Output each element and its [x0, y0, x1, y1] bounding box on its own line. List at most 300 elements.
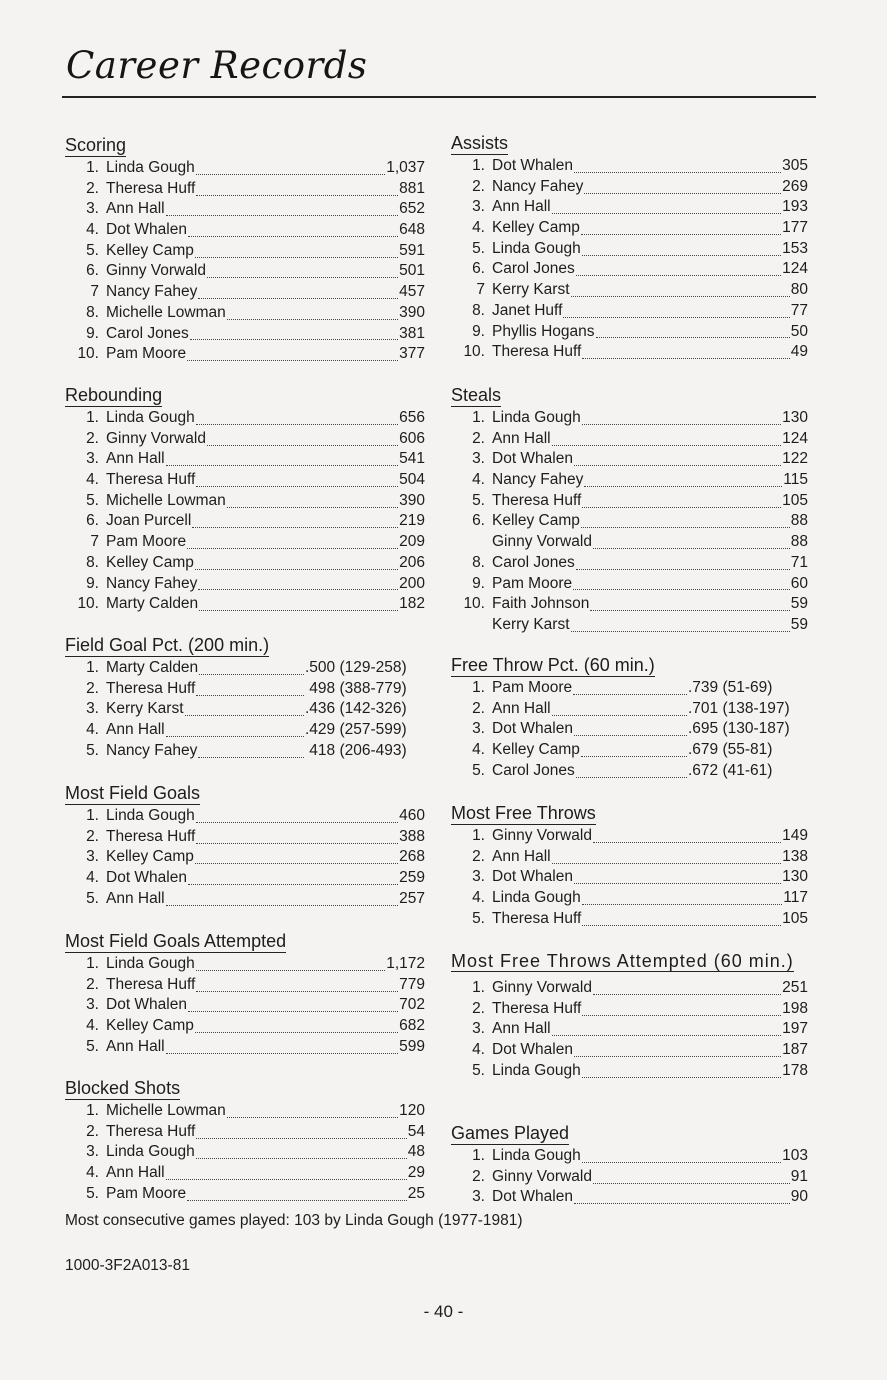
section-games-played — [451, 1122, 808, 1208]
record-rank: 4. — [86, 221, 99, 239]
record-row — [65, 827, 425, 848]
record-row — [65, 470, 425, 491]
record-value: 881 — [399, 179, 425, 197]
record-rank: 8. — [86, 553, 99, 571]
record-value: 702 — [399, 996, 425, 1014]
section-title-text: Most Free Throws Attempted (60 min.) — [451, 951, 794, 971]
record-rank: 5. — [86, 241, 99, 259]
record-value: .701 (138-197) — [688, 699, 790, 717]
record-rank: 5. — [472, 491, 485, 509]
record-rank: 2. — [472, 177, 485, 195]
record-player-name: Theresa Huff — [492, 999, 582, 1017]
record-row — [451, 1040, 808, 1061]
page-title: Career Records — [66, 44, 368, 87]
record-rank: 4. — [86, 1164, 99, 1182]
record-player-name: Kelley Camp — [106, 553, 194, 571]
record-rank: 4. — [86, 869, 99, 887]
record-value: 1,037 — [386, 159, 425, 176]
dot-leader — [227, 1103, 398, 1118]
record-list — [65, 1101, 425, 1204]
record-player-name: Dot Whalen — [492, 868, 573, 886]
record-rank: 9. — [472, 574, 485, 592]
record-player-name: Ginny Vorwald — [106, 262, 206, 280]
record-rank: 10. — [463, 595, 485, 613]
record-row — [451, 594, 808, 615]
dot-leader — [207, 431, 398, 446]
record-rank: 10. — [463, 343, 485, 361]
dot-leader — [187, 534, 398, 549]
record-value: 182 — [399, 595, 425, 613]
record-player-name: Linda Gough — [106, 955, 195, 972]
record-player-name: Marty Calden — [106, 595, 199, 613]
record-list — [65, 954, 425, 1057]
record-rank: 5. — [472, 909, 485, 927]
record-row — [65, 344, 425, 365]
record-player-name: Ann Hall — [106, 1037, 165, 1055]
record-rank: 4. — [472, 889, 485, 907]
consecutive-games-footnote: Most consecutive games played: 103 by Linda Gough (1977-1981) — [65, 1212, 523, 1229]
record-value: 177 — [782, 219, 808, 237]
record-rank: 3. — [86, 1143, 99, 1161]
dot-leader — [581, 513, 790, 528]
record-list — [65, 158, 425, 365]
record-row — [65, 658, 425, 679]
record-value: 388 — [399, 827, 425, 845]
record-rank: 1. — [86, 409, 99, 426]
record-value: 120 — [399, 1102, 425, 1119]
record-value: 115 — [783, 471, 808, 489]
section-most-field-goals — [65, 782, 425, 909]
record-player-name: Ann Hall — [106, 450, 165, 468]
record-player-name: Linda Gough — [492, 1147, 581, 1164]
record-player-name: Linda Gough — [106, 159, 195, 176]
dot-leader — [590, 596, 789, 611]
section-title: Games Played — [451, 1123, 570, 1143]
record-row — [65, 594, 425, 615]
dot-leader — [574, 869, 781, 884]
record-value: 305 — [782, 157, 808, 174]
record-row — [65, 889, 425, 910]
record-rank: 6. — [472, 260, 485, 278]
record-rank: 1. — [472, 679, 485, 696]
record-value: 198 — [782, 999, 808, 1017]
record-player-name: Michelle Lowman — [106, 303, 226, 321]
dot-leader — [574, 721, 687, 736]
record-row — [451, 177, 808, 198]
record-value: .500 (129-258) — [305, 659, 407, 676]
record-rank: 5. — [472, 761, 485, 779]
record-player-name: Dot Whalen — [106, 996, 187, 1014]
record-player-name: Ann Hall — [492, 1020, 551, 1038]
record-player-name: Nancy Fahey — [492, 471, 584, 489]
dot-leader — [576, 261, 781, 276]
record-rank: 5. — [86, 1037, 99, 1055]
record-value: 541 — [399, 450, 425, 468]
record-rank: 3. — [86, 996, 99, 1014]
record-row — [451, 699, 808, 720]
section-free-throw-pct-60-min — [451, 654, 808, 781]
dot-leader — [196, 808, 398, 823]
record-rank: 5. — [86, 889, 99, 907]
section-title — [451, 948, 808, 974]
record-player-name: Carol Jones — [492, 553, 575, 571]
section-title: Steals — [451, 385, 502, 405]
record-rank: 6. — [472, 512, 485, 530]
record-row — [65, 199, 425, 220]
record-value: 251 — [782, 979, 808, 996]
record-player-name: Ginny Vorwald — [492, 1167, 592, 1185]
record-row — [451, 511, 808, 532]
record-player-name: Carol Jones — [106, 324, 189, 342]
record-player-name: Ann Hall — [492, 429, 551, 447]
record-row — [451, 1019, 808, 1040]
dot-leader — [582, 1063, 781, 1078]
record-row — [451, 909, 808, 930]
record-row — [451, 740, 808, 761]
record-rank: 4. — [472, 1041, 485, 1059]
record-value: 269 — [782, 177, 808, 195]
record-player-name: Faith Johnson — [492, 595, 590, 613]
dot-leader — [571, 282, 790, 297]
record-rank: 3. — [86, 200, 99, 218]
record-rank: 9. — [472, 322, 485, 340]
record-row — [65, 574, 425, 595]
record-player-name: Nancy Fahey — [492, 177, 584, 195]
record-value: 49 — [790, 343, 808, 361]
record-row — [65, 303, 425, 324]
record-row — [451, 259, 808, 280]
record-value: 59 — [790, 595, 808, 613]
record-value: 460 — [399, 807, 425, 824]
record-rank: 5. — [86, 491, 99, 509]
record-rank: 4. — [472, 741, 485, 759]
record-row — [451, 826, 808, 847]
record-rank: 1. — [472, 409, 485, 426]
record-value: 381 — [399, 324, 425, 342]
record-player-name: Linda Gough — [492, 1061, 581, 1079]
dot-leader — [574, 1042, 781, 1057]
record-rank: 6. — [86, 512, 99, 530]
record-rank: 10. — [77, 595, 99, 613]
record-rank: 10. — [77, 345, 99, 363]
record-list — [451, 978, 808, 1081]
record-list — [65, 806, 425, 909]
section-field-goal-pct-200-min — [65, 634, 425, 761]
dot-leader — [196, 1144, 407, 1159]
dot-leader — [582, 911, 781, 926]
record-player-name: Theresa Huff — [492, 491, 582, 509]
record-row — [65, 699, 425, 720]
dot-leader — [198, 743, 304, 758]
record-player-name: Dot Whalen — [492, 720, 573, 738]
record-player-name: Ann Hall — [106, 721, 165, 739]
record-player-name: Nancy Fahey — [106, 741, 198, 759]
record-value: 187 — [782, 1041, 808, 1059]
record-value: 105 — [782, 909, 808, 927]
record-row — [451, 1146, 808, 1167]
record-player-name: Phyllis Hogans — [492, 322, 595, 340]
dot-leader — [593, 534, 790, 549]
dot-leader — [199, 660, 304, 675]
record-row — [451, 761, 808, 782]
record-rank: 2. — [86, 827, 99, 845]
section-rebounding — [65, 384, 425, 615]
record-player-name: Carol Jones — [492, 761, 575, 779]
dot-leader — [196, 181, 398, 196]
record-player-name: Joan Purcell — [106, 512, 192, 530]
dot-leader — [576, 763, 687, 778]
record-value: 130 — [782, 868, 808, 886]
record-player-name: Ginny Vorwald — [492, 827, 592, 844]
record-rank: 7 — [90, 533, 99, 551]
section-steals — [451, 384, 808, 636]
dot-leader — [593, 828, 781, 843]
record-player-name: Ann Hall — [492, 847, 551, 865]
record-player-name: Kerry Karst — [106, 700, 184, 718]
dot-leader — [166, 891, 399, 906]
record-rank: 3. — [472, 198, 485, 216]
dot-leader — [582, 241, 781, 256]
record-player-name: Ann Hall — [492, 699, 551, 717]
record-rank: 2. — [86, 1122, 99, 1140]
dot-leader — [198, 575, 398, 590]
dot-leader — [195, 1018, 398, 1033]
record-row — [65, 179, 425, 200]
dot-leader — [574, 158, 781, 173]
section-title: Assists — [451, 133, 509, 153]
record-rank: 1. — [472, 979, 485, 996]
record-value: 149 — [782, 827, 808, 844]
record-player-name: Theresa Huff — [106, 471, 196, 489]
record-player-name: Linda Gough — [492, 239, 581, 257]
record-rank: 4. — [86, 1017, 99, 1035]
record-row — [451, 218, 808, 239]
dot-leader — [581, 742, 687, 757]
dot-leader — [166, 201, 399, 216]
record-rank: 1. — [472, 827, 485, 844]
section-most-field-goals-attempted — [65, 930, 425, 1057]
record-value: 88 — [790, 533, 808, 551]
record-rank: 1. — [472, 157, 485, 174]
record-value: 591 — [399, 241, 425, 259]
record-player-name: Michelle Lowman — [106, 1102, 226, 1119]
dot-leader — [552, 431, 782, 446]
record-row — [65, 220, 425, 241]
title-rule — [62, 96, 816, 98]
record-value: .695 (130-187) — [688, 720, 790, 738]
record-rank: 2. — [472, 999, 485, 1017]
dot-leader — [196, 977, 398, 992]
record-value: 91 — [790, 1167, 808, 1185]
page-number: - 40 - — [423, 1302, 464, 1321]
record-player-name: Theresa Huff — [106, 827, 196, 845]
record-value: .672 (41-61) — [688, 761, 773, 779]
record-rank: 3. — [86, 848, 99, 866]
record-player-name: Theresa Huff — [106, 679, 196, 697]
record-player-name: Ginny Vorwald — [492, 533, 592, 551]
dot-leader — [195, 243, 398, 258]
record-rank: 5. — [472, 239, 485, 257]
record-player-name: Kelley Camp — [492, 741, 580, 759]
record-row — [65, 1163, 425, 1184]
record-value: 48 — [407, 1143, 425, 1161]
record-list — [451, 408, 808, 636]
record-row — [451, 280, 808, 301]
record-value: 122 — [782, 450, 808, 468]
record-player-name: Kelley Camp — [106, 848, 194, 866]
record-row — [65, 241, 425, 262]
record-rank: 4. — [86, 721, 99, 739]
record-row — [65, 720, 425, 741]
record-value: 457 — [399, 283, 425, 301]
record-value: 25 — [407, 1184, 425, 1202]
record-player-name: Dot Whalen — [106, 221, 187, 239]
dot-leader — [195, 849, 398, 864]
section-title: Rebounding — [65, 385, 163, 405]
record-player-name: Ann Hall — [106, 200, 165, 218]
dot-leader — [593, 980, 781, 995]
dot-leader — [192, 513, 398, 528]
record-rank: 3. — [86, 700, 99, 718]
dot-leader — [574, 451, 781, 466]
record-row — [65, 847, 425, 868]
record-list — [65, 658, 425, 761]
section-blocked-shots — [65, 1077, 425, 1204]
record-value: 197 — [782, 1020, 808, 1038]
record-rank: 4. — [86, 471, 99, 489]
record-player-name: Theresa Huff — [106, 1122, 196, 1140]
dot-leader — [196, 829, 398, 844]
dot-leader — [582, 1148, 781, 1163]
record-player-name: Ann Hall — [106, 1164, 165, 1182]
record-row — [65, 1037, 425, 1058]
section-title: Free Throw Pct. (60 min.) — [451, 655, 655, 675]
record-rank: 6. — [86, 262, 99, 280]
record-player-name: Dot Whalen — [492, 1041, 573, 1059]
record-player-name: Theresa Huff — [106, 179, 196, 197]
record-player-name: Kerry Karst — [492, 281, 570, 299]
record-value: 682 — [399, 1017, 425, 1035]
record-value: 504 — [399, 471, 425, 489]
record-value: 498 (388-779) — [305, 679, 407, 697]
record-row — [451, 532, 808, 553]
dot-leader — [166, 722, 304, 737]
record-value: 153 — [782, 239, 808, 257]
record-player-name: Kelley Camp — [492, 219, 580, 237]
record-rank: 1. — [86, 659, 99, 676]
record-player-name: Janet Huff — [492, 301, 563, 319]
record-value: 257 — [399, 889, 425, 907]
dot-leader — [552, 701, 687, 716]
record-value: 60 — [790, 574, 808, 592]
record-row — [451, 156, 808, 177]
record-rank: 5. — [86, 741, 99, 759]
dot-leader — [166, 1039, 399, 1054]
record-value: 418 (206-493) — [305, 741, 407, 759]
record-value: 209 — [399, 533, 425, 551]
record-rank: 8. — [472, 301, 485, 319]
record-player-name: Linda Gough — [492, 889, 581, 907]
record-rank: 2. — [86, 429, 99, 447]
record-value: 779 — [399, 975, 425, 993]
record-row — [65, 261, 425, 282]
dot-leader — [227, 305, 398, 320]
dot-leader — [227, 493, 398, 508]
record-value: 124 — [782, 260, 808, 278]
record-value: 606 — [399, 429, 425, 447]
record-value: 117 — [783, 889, 808, 907]
dot-leader — [196, 472, 398, 487]
record-row — [451, 429, 808, 450]
record-value: 77 — [790, 301, 808, 319]
dot-leader — [576, 555, 790, 570]
record-value: 1,172 — [386, 955, 425, 972]
record-player-name: Dot Whalen — [492, 450, 573, 468]
record-rank: 3. — [472, 720, 485, 738]
record-row — [451, 322, 808, 343]
record-row — [451, 847, 808, 868]
dot-leader — [571, 617, 790, 632]
record-list — [451, 156, 808, 363]
record-row — [451, 197, 808, 218]
record-row — [65, 158, 425, 179]
record-value: 54 — [407, 1122, 425, 1140]
record-row — [65, 1101, 425, 1122]
record-rank: 3. — [86, 450, 99, 468]
record-value: 377 — [399, 345, 425, 363]
section-title: Most Field Goals Attempted — [65, 931, 287, 951]
dot-leader — [188, 870, 398, 885]
record-row — [451, 1187, 808, 1208]
record-row — [65, 1142, 425, 1163]
record-value: 599 — [399, 1037, 425, 1055]
record-row — [65, 806, 425, 827]
record-rank: 5. — [86, 1184, 99, 1202]
dot-leader — [582, 493, 781, 508]
record-value: 268 — [399, 848, 425, 866]
record-value: 656 — [399, 409, 425, 426]
dot-leader — [552, 199, 782, 214]
record-row — [451, 719, 808, 740]
record-rank: 2. — [472, 429, 485, 447]
record-row — [451, 678, 808, 699]
record-player-name: Nancy Fahey — [106, 574, 198, 592]
record-player-name: Dot Whalen — [492, 1188, 573, 1206]
record-value: .436 (142-326) — [305, 700, 407, 718]
record-row — [451, 408, 808, 429]
section-most-free-throws — [451, 802, 808, 929]
record-row — [451, 301, 808, 322]
dot-leader — [187, 1186, 407, 1201]
record-rank: 3. — [472, 868, 485, 886]
record-value: .679 (55-81) — [688, 741, 773, 759]
record-player-name: Kelley Camp — [106, 241, 194, 259]
record-row — [65, 282, 425, 303]
record-value: 652 — [399, 200, 425, 218]
dot-leader — [581, 220, 781, 235]
record-value: 138 — [782, 847, 808, 865]
record-value: 390 — [399, 303, 425, 321]
section-title: Most Field Goals — [65, 783, 201, 803]
record-value: .429 (257-599) — [305, 721, 407, 739]
record-row — [451, 574, 808, 595]
record-player-name: Theresa Huff — [492, 343, 582, 361]
record-value: 80 — [790, 281, 808, 299]
record-row — [451, 615, 808, 636]
dot-leader — [573, 575, 790, 590]
record-row — [65, 429, 425, 450]
record-value: 206 — [399, 553, 425, 571]
